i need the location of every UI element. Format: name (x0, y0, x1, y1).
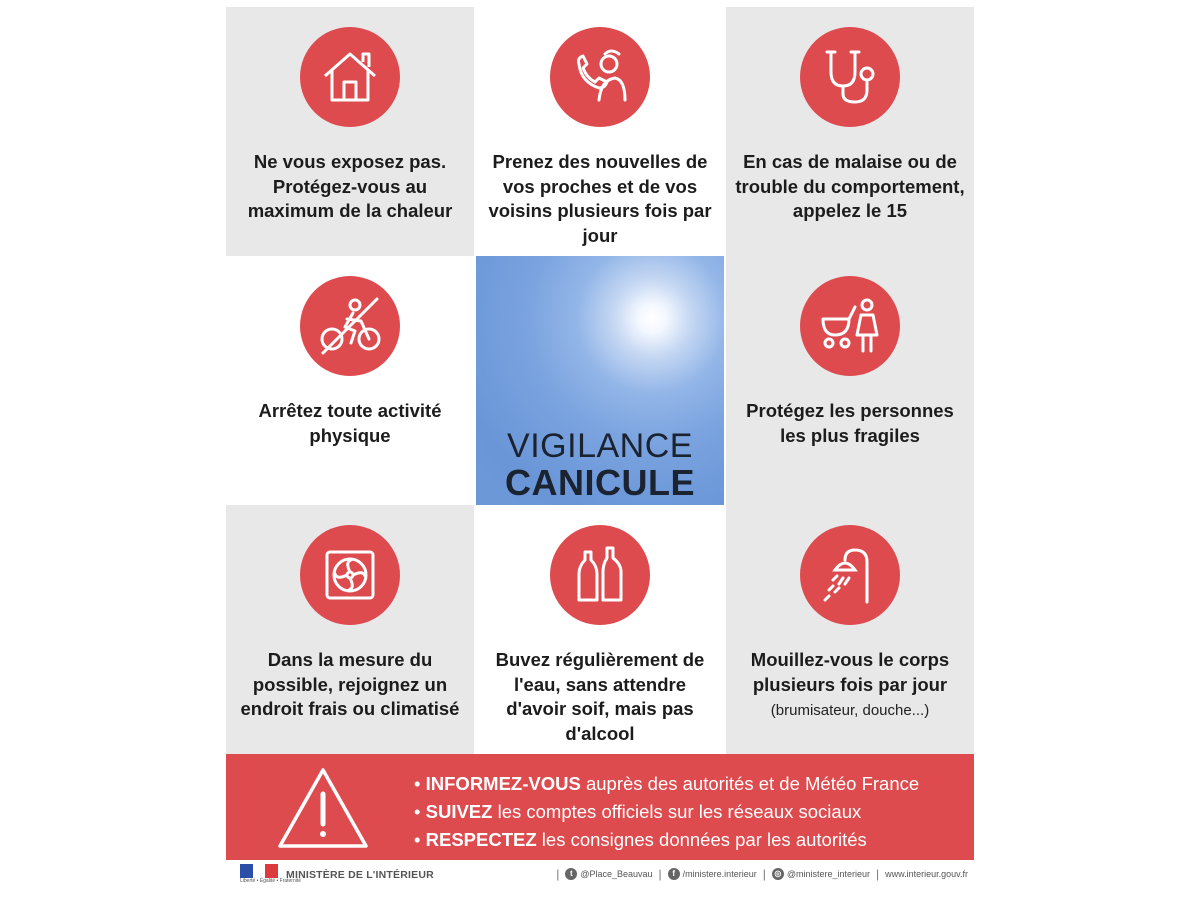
water-bottles-icon (550, 525, 650, 625)
info-item: • SUIVEZ les comptes officiels sur les réseaux sociaux (414, 801, 862, 822)
advice-text: En cas de malaise ou de trouble du comportement, appelez le 15 (735, 151, 965, 221)
advice-text: Arrêtez toute activité physique (258, 400, 442, 446)
ministry-name: MINISTÈRE DE L'INTÉRIEUR (286, 869, 434, 881)
twitter-icon: t (565, 868, 577, 880)
info-banner (226, 754, 974, 860)
advice-main-text: Mouillez-vous le corps plusieurs fois par jour (750, 649, 950, 695)
advice-card-drink-water (476, 505, 724, 754)
instagram-icon: ◎ (772, 868, 784, 880)
advice-card-call-15 (726, 7, 974, 256)
vigilance-canicule-panel (476, 256, 724, 505)
advice-text: Ne vous exposez pas. Protégez-vous au maximum de la chaleur (247, 151, 453, 221)
house-icon (300, 27, 400, 127)
advice-text: Prenez des nouvelles de vos proches et de vos voisins plusieurs fois par jour (488, 151, 712, 246)
stethoscope-icon (800, 27, 900, 127)
warning-icon (276, 766, 370, 850)
advice-subtext: (brumisateur, douche...) (770, 702, 930, 719)
french-republic-logo (240, 864, 278, 878)
stroller-child-icon (800, 276, 900, 376)
fan-icon (300, 525, 400, 625)
poster (226, 7, 974, 890)
republic-motto: Liberté • Égalité • Fraternité (240, 878, 302, 884)
info-item: • INFORMEZ-VOUS auprès des autorités et de Météo France (414, 773, 920, 794)
info-item: • RESPECTEZ les consignes données par les autorités (414, 829, 867, 850)
advice-card-check-relatives (476, 7, 724, 256)
advice-text: Dans la mesure du possible, rejoignez un endroit frais ou climatisé (240, 649, 460, 719)
facebook-icon: f (668, 868, 680, 880)
vigilance-title-line1: VIGILANCE (507, 427, 693, 465)
social-links: | t @Place_Beauvau | f /ministere.interieur | ◎ @ministere_interieur | www.interieur.gouv.fr (556, 867, 968, 881)
advice-card-protect-fragile (726, 256, 974, 505)
advice-card-stop-activity (226, 256, 474, 505)
vigilance-title (476, 428, 724, 502)
facebook-handle[interactable]: /ministere.interieur (682, 869, 757, 879)
twitter-handle[interactable]: @Place_Beauvau (580, 869, 653, 879)
advice-grid (226, 7, 974, 754)
advice-text (732, 648, 968, 724)
instagram-handle[interactable]: @ministere_interieur (786, 869, 870, 879)
advice-text: Protégez les personnes les plus fragiles (746, 400, 954, 446)
info-list (414, 770, 919, 854)
advice-card-cool-place (226, 505, 474, 754)
vigilance-title-line2: CANICULE (505, 462, 695, 503)
no-cycling-icon (300, 276, 400, 376)
advice-card-wet-body (726, 505, 974, 754)
phone-call-icon (550, 27, 650, 127)
shower-icon (800, 525, 900, 625)
website-link[interactable]: www.interieur.gouv.fr (885, 869, 968, 879)
advice-card-stay-indoors (226, 7, 474, 256)
advice-text: Buvez régulièrement de l'eau, sans attendre d'avoir soif, mais pas d'alcool (495, 649, 705, 744)
footer (226, 862, 974, 890)
